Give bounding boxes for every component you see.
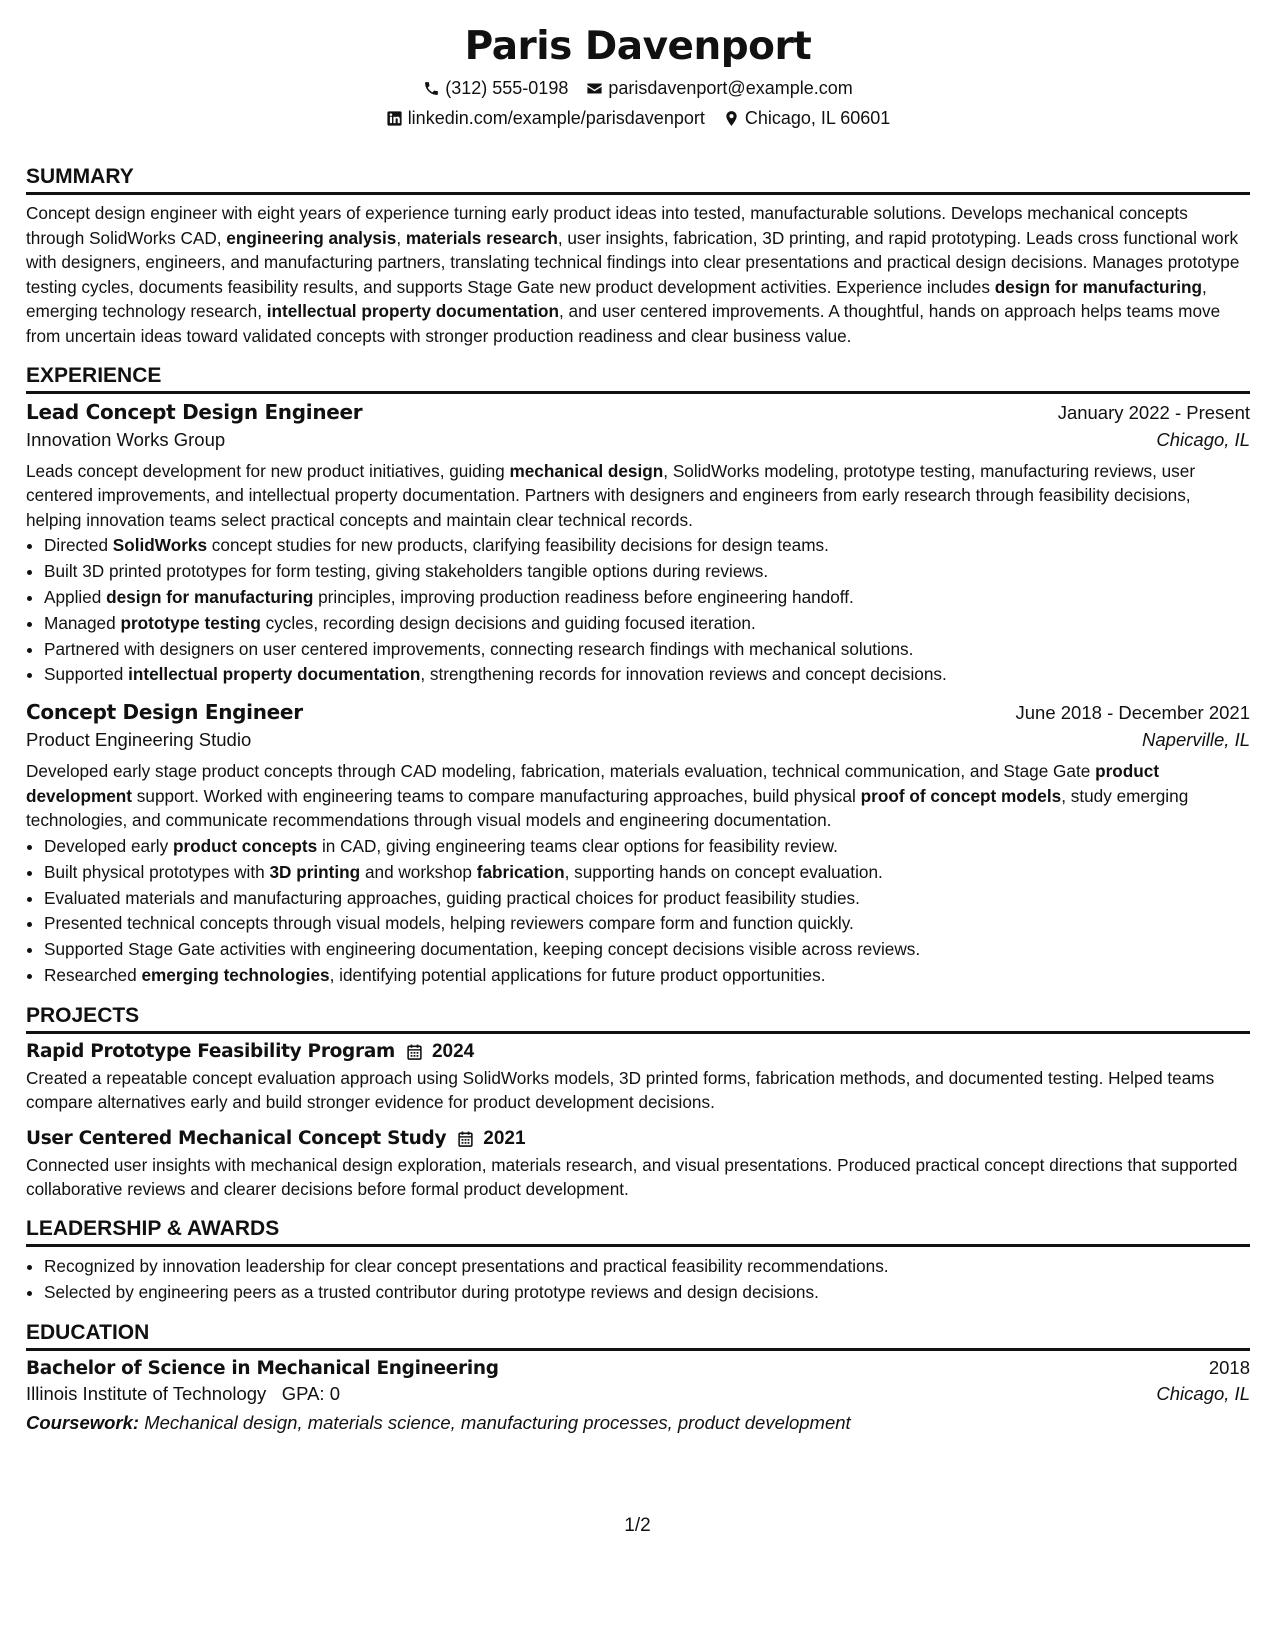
page-number: 1/2 <box>624 1515 651 1536</box>
list-item <box>44 963 1250 989</box>
job-header <box>26 700 1250 724</box>
contact-line-2 <box>26 105 1250 131</box>
bullet-keyword: emerging technologies <box>141 964 330 985</box>
list-item: • Selected by engineering peers as a trusted contributor during prototype reviews and design decisions. <box>44 1280 1250 1306</box>
summary-keyword: intellectual property documentation <box>266 301 559 322</box>
job-description-keyword: proof of concept models <box>860 785 1062 806</box>
job-company: Innovation Works Group <box>26 428 226 450</box>
coursework-text: Mechanical design, materials science, manufacturing processes, product development <box>144 1411 851 1433</box>
bullet-text: cycles, recording design decisions and guiding focused iteration. <box>260 612 756 633</box>
resume-page <box>26 0 1250 1434</box>
contact-line-1 <box>26 75 1250 101</box>
summary-heading: SUMMARY <box>26 164 1250 195</box>
list-item <box>44 834 1250 860</box>
list-item <box>44 860 1250 886</box>
job-location: Naperville, IL <box>1142 729 1250 751</box>
bullet-text: Directed <box>44 535 113 556</box>
bullet-text: , identifying potential applications for future product opportunities. <box>329 964 826 985</box>
bullet-text: Applied <box>44 586 107 607</box>
calendar-icon <box>406 1043 423 1061</box>
project-entry <box>26 1041 1250 1115</box>
location-contact <box>723 105 890 131</box>
experience-heading: EXPERIENCE <box>26 363 1250 394</box>
list-item <box>44 637 1250 663</box>
job-description-text: Leads concept development for new product initiatives, guiding <box>26 460 510 481</box>
education-subheader <box>26 1383 1250 1405</box>
linkedin-url[interactable]: linkedin.com/example/parisdavenport <box>407 108 705 128</box>
email-address[interactable]: parisdavenport@example.com <box>608 78 853 98</box>
summary-keyword: materials research <box>405 227 558 248</box>
job-description-text: , study emerging technologies, and communicate recommendations through visual models and engineering documentation. <box>26 785 1189 831</box>
bullet-text: and workshop <box>360 861 477 882</box>
bullet-keyword: SolidWorks <box>112 535 208 556</box>
bullet-text: Evaluated materials and manufacturing approaches, guiding practical choices for product feasibility studies. <box>44 887 860 908</box>
job-description-text: support. Worked with engineering teams to compare manufacturing approaches, build physical <box>132 785 861 806</box>
school-name: Illinois Institute of Technology <box>26 1382 267 1404</box>
gpa: GPA: 0 <box>281 1382 340 1404</box>
summary-text: , emerging technology research, <box>26 276 1207 322</box>
coursework <box>26 1412 1250 1434</box>
bullet-text: Managed <box>44 612 121 633</box>
job-dates: January 2022 - Present <box>1057 401 1250 423</box>
candidate-name: Paris Davenport <box>464 24 812 69</box>
bullet-text: in CAD, giving engineering teams clear options for feasibility review. <box>317 835 838 856</box>
project-description: Created a repeatable concept evaluation approach using SolidWorks models, 3D printed forms, fabrication methods, and documented testing. Helped teams compare alternatives early and build stronger evidence for product development decisions. <box>26 1067 1215 1113</box>
calendar-icon <box>457 1130 474 1148</box>
job-description <box>26 759 1250 833</box>
summary-text: , user insights, fabrication, 3D printing, and rapid prototyping. Leads cross functional work with designers, engineers, and manufacturing partners, translating technical findings into clear presentations and practical design decisions. Manages prototype testing cycles, documents feasibility results, and supports Stage Gate new product development activities. Experience includes <box>26 227 1240 297</box>
list-item <box>44 585 1250 611</box>
job-entry <box>26 700 1250 989</box>
list-item <box>44 886 1250 912</box>
school-location: Chicago, IL <box>1156 1382 1250 1404</box>
list-item <box>44 611 1250 637</box>
list-item <box>44 662 1250 688</box>
job-company: Product Engineering Studio <box>26 729 252 751</box>
summary-keyword: engineering analysis <box>226 227 397 248</box>
bullet-text: Supported Stage Gate activities with engineering documentation, keeping concept decisions visible across reviews. <box>44 939 921 960</box>
project-year-text: 2024 <box>431 1040 475 1062</box>
project-header <box>26 1128 1250 1150</box>
education-entry <box>26 1357 1250 1434</box>
job-description <box>26 459 1250 533</box>
summary-text: Concept design engineer with eight years of experience turning early product ideas into tested, manufacturable solutions. Develops mechanical concepts through SolidWorks CAD, <box>26 203 1188 248</box>
job-bullets <box>26 533 1250 688</box>
bullet-keyword: prototype testing <box>120 612 261 633</box>
phone-number: (312) 555-0198 <box>445 78 569 98</box>
list-item <box>44 533 1250 559</box>
bullet-text: Partnered with designers on user centered improvements, connecting research findings with mechanical solutions. <box>44 638 914 659</box>
bullet-text: , strengthening records for innovation reviews and concept decisions. <box>420 664 947 685</box>
projects-heading: PROJECTS <box>26 1003 1250 1034</box>
envelope-icon <box>586 80 603 97</box>
graduation-year: 2018 <box>1208 1356 1250 1378</box>
bullet-text: Researched <box>44 964 142 985</box>
job-header <box>26 400 1250 424</box>
summary-keyword: design for manufacturing <box>994 276 1202 297</box>
project-year <box>406 1041 474 1063</box>
bullet-text: Built 3D printed prototypes for form testing, giving stakeholders tangible options during reviews. <box>44 561 769 582</box>
phone-contact <box>423 75 568 101</box>
bullet-text: Built physical prototypes with <box>44 861 270 882</box>
bullet-keyword: design for manufacturing <box>106 586 314 607</box>
job-subheader <box>26 729 1250 751</box>
project-year-text: 2021 <box>483 1127 526 1149</box>
linkedin-icon <box>386 110 403 127</box>
project-title: Rapid Prototype Feasibility Program <box>26 1041 395 1063</box>
job-location: Chicago, IL <box>1156 428 1250 450</box>
list-item <box>44 911 1250 937</box>
school-info <box>26 1383 340 1405</box>
project-title: User Centered Mechanical Concept Study <box>26 1128 447 1150</box>
education-heading: EDUCATION <box>26 1320 1250 1351</box>
job-bullets <box>26 834 1250 989</box>
job-title: Concept Design Engineer <box>26 700 303 725</box>
list-item: • Recognized by innovation leadership for clear concept presentations and practical feasibility recommendations. <box>44 1254 1250 1280</box>
bullet-text: concept studies for new products, clarifying feasibility decisions for design teams. <box>207 535 829 556</box>
job-description-text: , SolidWorks modeling, prototype testing, manufacturing reviews, user centered improvements, and intellectual property documentation. Partners with designers and engineers from early research through feasibility decisions, helping innovation teams select practical concepts and maintain clear technical records. <box>26 460 1196 530</box>
bullet-keyword: product concepts <box>172 835 318 856</box>
email-contact[interactable] <box>586 75 852 101</box>
list-item <box>44 559 1250 585</box>
education-header <box>26 1357 1250 1379</box>
job-dates: June 2018 - December 2021 <box>1015 702 1250 724</box>
map-pin-icon <box>723 110 740 127</box>
job-subheader <box>26 429 1250 451</box>
bullet-text: , supporting hands on concept evaluation. <box>564 861 883 882</box>
bullet-keyword: fabrication <box>476 861 565 882</box>
bullet-text: Supported <box>44 664 129 685</box>
list-item <box>44 937 1250 963</box>
job-entry <box>26 400 1250 689</box>
job-title: Lead Concept Design Engineer <box>26 399 363 424</box>
project-description: Connected user insights with mechanical design exploration, materials research, and visual presentations. Produced practical concept directions that supported collaborative reviews and clearer decisions before formal product development. <box>26 1154 1238 1200</box>
bullet-keyword: 3D printing <box>269 861 361 882</box>
project-header <box>26 1041 1250 1063</box>
job-description-text: Developed early stage product concepts through CAD modeling, fabrication, materials evaluation, technical communication, and Stage Gate <box>26 761 1096 782</box>
project-entry <box>26 1128 1250 1202</box>
job-description-keyword: product development <box>26 761 1160 806</box>
coursework-label: Coursework: <box>26 1411 140 1433</box>
location-text: Chicago, IL 60601 <box>744 108 891 128</box>
job-description-keyword: mechanical design <box>509 460 664 481</box>
summary-paragraph <box>26 201 1250 349</box>
linkedin-contact[interactable] <box>386 105 705 131</box>
bullet-text: principles, improving production readiness before engineering handoff. <box>313 586 854 607</box>
project-year <box>457 1128 525 1150</box>
bullet-text: Presented technical concepts through visual models, helping reviewers compare form and function quickly. <box>44 913 854 934</box>
bullet-text: Developed early <box>44 835 173 856</box>
leadership-list <box>26 1254 1250 1306</box>
bullet-keyword: intellectual property documentation <box>128 664 421 685</box>
summary-text: , and user centered improvements. A thoughtful, hands on approach helps teams move from uncertain ideas toward validated concepts with stronger production readiness and clear business value. <box>26 301 1221 346</box>
phone-icon <box>423 80 440 97</box>
degree-title: Bachelor of Science in Mechanical Engineering <box>26 1357 499 1379</box>
leadership-heading: LEADERSHIP & AWARDS <box>26 1216 1250 1247</box>
summary-text: , <box>396 227 406 248</box>
